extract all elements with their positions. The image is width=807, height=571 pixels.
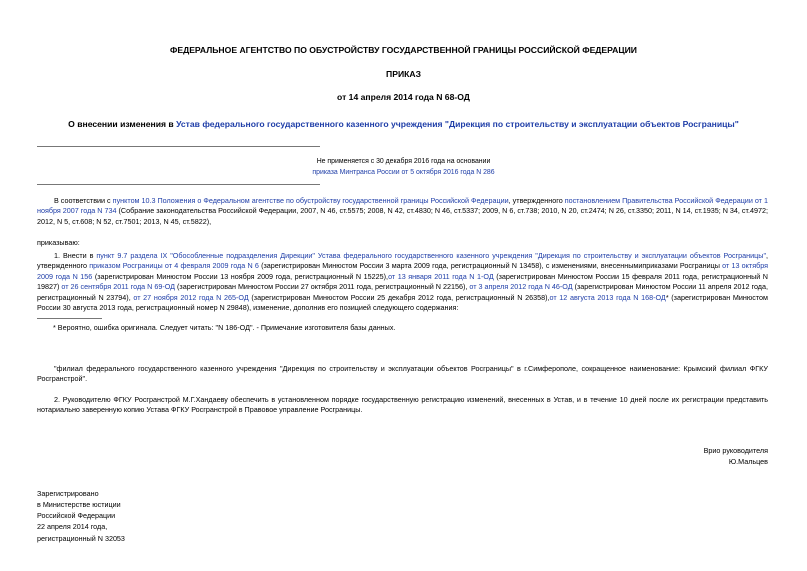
- item1-text-5: (зарегистрирован Минюстом России 15 февраля 2011 года, регистрационный N 19827): [37, 271, 768, 292]
- item1-text-4: (зарегистрирован Минюстом России 13 ноября 2009 года, регистрационный N 15225),: [92, 271, 389, 281]
- date-number-heading: от 14 апреля 2014 года N 68-ОД: [337, 92, 470, 102]
- item1-text-6: (зарегистрирован Минюстом России 27 октября 2011 года, регистрационный N 22156),: [175, 282, 470, 292]
- registration-line: регистрационный N 32053: [37, 533, 125, 543]
- item1-order-1od-link[interactable]: от 13 января 2011 года N 1-ОД: [388, 271, 494, 281]
- document-title: [0, 118, 807, 130]
- item-1-paragraph: [37, 251, 768, 314]
- basis-resolution-link[interactable]: постановлением Правительства Российской Федерации от 1 ноября 2007 года N 734: [37, 196, 768, 216]
- status-note-link-line: [0, 168, 807, 178]
- item1-text-9: * (зарегистрирован Минюстом России 30 августа 2013 года, регистрационный номер N 29848), изменение, дополнив его позицией следующего содержания:: [37, 292, 768, 313]
- status-note-link[interactable]: приказа Минтранса России от 5 октября 2016 года N 286: [312, 169, 495, 176]
- document-type-heading: ПРИКАЗ: [386, 69, 421, 79]
- title-prefix: О внесении изменения в: [68, 119, 177, 129]
- status-note-top-rule: [37, 146, 320, 147]
- item1-order-265od-link[interactable]: от 27 ноября 2012 года N 265-ОД: [133, 292, 249, 302]
- inserted-position-quote: "филиал федерального государственного казенного учреждения "Дирекция по строительству и эксплуатации объектов Росграницы" в г.Симферополе, сокращенное наименование: Крымский филиал ФГКУ Росгранстрой".: [37, 364, 768, 384]
- item1-text-7: (зарегистрирован Минюстом России 11 апреля 2012 года, регистрационный N 23794),: [37, 282, 768, 302]
- registration-line: в Министерстве юстиции: [37, 500, 121, 510]
- item1-charter-clause-link[interactable]: пункт 9.7 раздела IX "Обособленные подразделения Дирекции" Устава федерального государственного казенного учреждения "Дирекция по строительству и эксплуатации объектов Росграницы": [96, 251, 766, 260]
- registration-line: Зарегистрировано: [37, 489, 99, 498]
- basis-paragraph: [37, 196, 768, 227]
- status-note-text: Не применяется с 30 декабря 2016 года на основании: [316, 158, 491, 165]
- footnote-rule: [37, 318, 102, 319]
- item1-text-2: , утвержденного: [37, 251, 768, 271]
- basis-text-1: В соответствии с: [54, 196, 113, 205]
- title-charter-link[interactable]: Устав федерального государственного казенного учреждения "Дирекция по строительству и эксплуатации объектов Росграницы": [176, 119, 739, 129]
- signatory-name: Ю.Мальцев: [728, 457, 768, 466]
- item1-text-8: (зарегистрирован Минюстом России 25 декабря 2012 года, регистрационный N 26358),: [248, 292, 550, 302]
- footnote: * Вероятно, ошибка оригинала. Следует читать: "N 186-ОД". - Примечание изготовителя базы данных.: [53, 323, 396, 332]
- item1-order-69od-link[interactable]: от 26 сентября 2011 года N 69-ОД: [61, 282, 176, 292]
- registration-line: Российской Федерации: [37, 511, 116, 521]
- item1-order-156-link[interactable]: от 13 октября 2009 года N 156: [37, 261, 769, 281]
- item1-order-46od-link[interactable]: от 3 апреля 2012 года N 46-ОД: [469, 282, 573, 292]
- registration-block: [37, 488, 125, 544]
- signatory-position: Врио руководителя: [703, 446, 768, 455]
- basis-text-2: , утвержденного: [508, 196, 565, 205]
- item1-order-168od-link[interactable]: от 12 августа 2013 года N 168-ОД: [549, 292, 666, 302]
- agency-heading: ФЕДЕРАЛЬНОЕ АГЕНТСТВО ПО ОБУСТРОЙСТВУ ГОСУДАРСТВЕННОЙ ГРАНИЦЫ РОССИЙСКОЙ ФЕДЕРАЦИИ: [170, 45, 637, 55]
- item-2-paragraph: 2. Руководителю ФГКУ Росгранстрой М.Г.Хандаеву обеспечить в установленном порядке государственную регистрацию изменений, внесенных в Устав, и в течение 10 дней после их регистрации представить нотариально заверенную копию Устава ФГКУ Росгранстрой в Правовое управление Росграницы.: [37, 395, 768, 415]
- order-word: приказываю:: [37, 238, 80, 247]
- basis-text-3: (Собрание законодательства Российской Федерации, 2007, N 46, ст.5575; 2008, N 42, ст.4830; N 46, ст.5337; 2009, N 6, ст.738; 2010, N 20, ст.2474; N 26, ст.3350; 2011, N 14, ст.1935; N 34, ст.4972; 2012, N 5, ст.608; N 52, ст.7501; 2013, N 45, ст.5822),: [37, 206, 769, 226]
- item1-text-3: (зарегистрирован Минюстом России 3 марта 2009 года, регистрационный N 13458), с изменениями, внесеннымиприказами Росграницы: [258, 261, 723, 271]
- item1-text-1: 1. Внести в: [54, 251, 97, 260]
- item1-order-6-link[interactable]: приказом Росграницы от 4 февраля 2009 года N 6: [89, 261, 259, 271]
- basis-regulation-link[interactable]: пунктом 10.3 Положения о Федеральном агентстве по обустройству государственной границы Российской Федерации: [112, 196, 509, 205]
- registration-line: 22 апреля 2014 года,: [37, 522, 108, 532]
- status-note-bottom-rule: [37, 184, 320, 185]
